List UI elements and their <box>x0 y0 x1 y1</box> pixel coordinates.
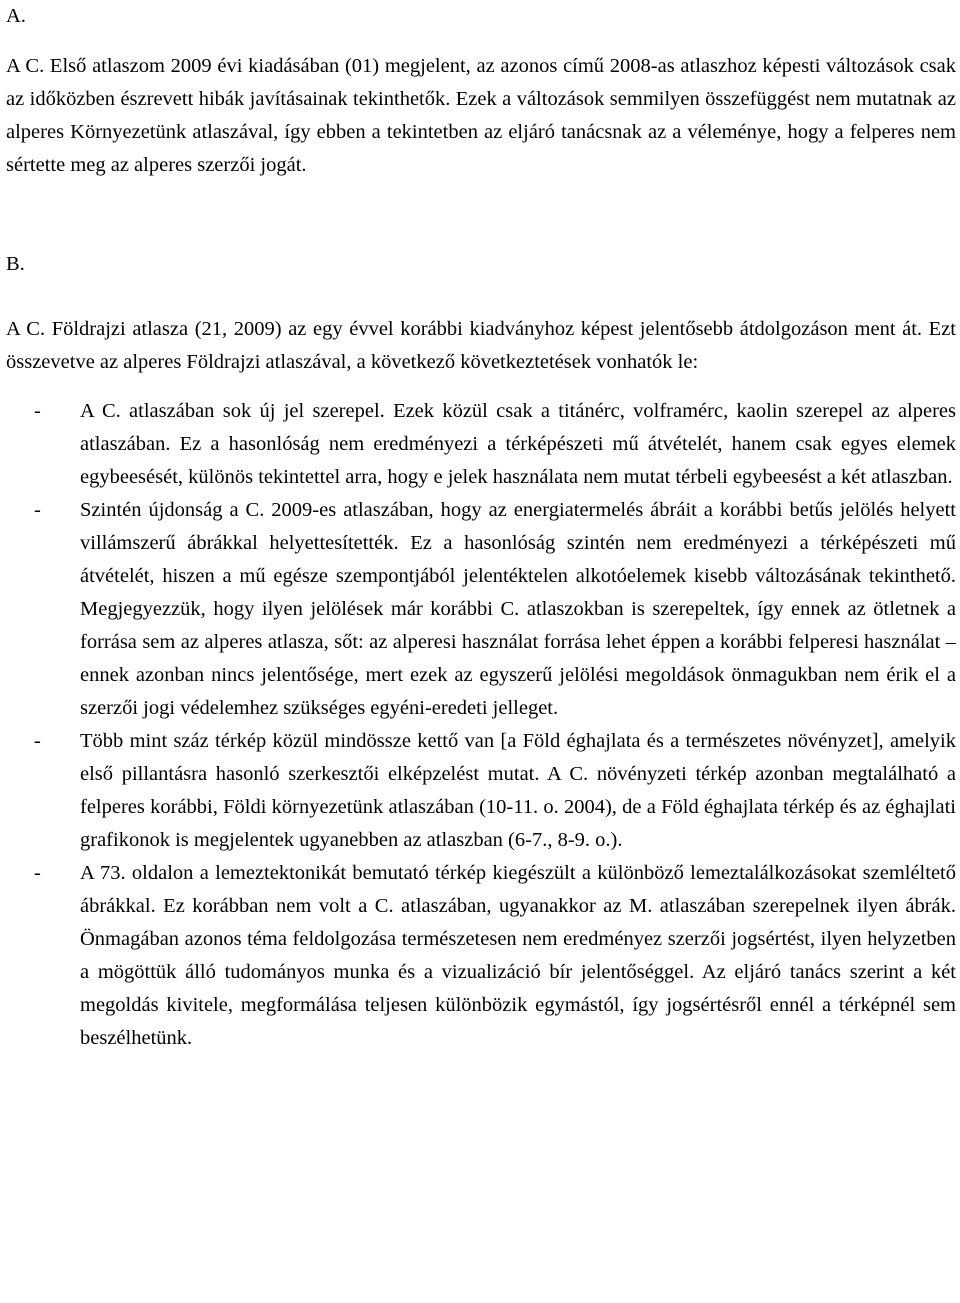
list-item-text: A C. atlaszában sok új jel szerepel. Ezek közül csak a titánérc, volframérc, kaolin szerepel az alperes atlaszában. Ez a hasonlóság nem eredményezi a térképészeti mű átvételét, hanem csak egyes elemek egybeesését, különös tekintettel arra, hogy e jelek használata nem mutat térbeli egybeesést a két atlaszban. <box>80 400 956 488</box>
list-item-text: Szintén újdonság a C. 2009-es atlaszában, hogy az energiatermelés ábráit a korábbi betűs jelölés helyett villámszerű ábrákkal helyettesítették. Ez a hasonlóság szintén nem eredményezi a térképészeti mű átvételét, hiszen a mű egésze szempontjából jelentéktelen alkotóelemek kisebb változásának tekinthető. Megjegyezzük, hogy ilyen jelölések már korábbi C. atlaszokban is szerepeltek, így ennek az ötletnek a forrása sem az alperes atlasza, sőt: az alperesi használat forrása lehet éppen a korábbi felperesi használat – ennek azonban nincs jelentősége, mert ezek az egyszerű jelölési megoldások önmagukban nem érik el a szerzői jogi védelemhez szükséges egyéni-eredeti jelleget. <box>80 499 956 719</box>
dash-marker: - <box>34 862 41 884</box>
section-a-paragraph: A C. Első atlaszom 2009 évi kiadásában (01) megjelent, az azonos című 2008-as atlaszhoz képesti változások csak az időközben észrevett hibák javításainak tekinthetők. Ezek a változások semmilyen összefüggést nem mutatnak az alperes Környezetünk atlaszával, így ebben a tekintetben az eljáró tanácsnak az a véleménye, hogy a felperes nem sértette meg az alperes szerzői jogát. <box>6 55 956 176</box>
section-b-paragraph: A C. Földrajzi atlasza (21, 2009) az egy évvel korábbi kiadványhoz képest jelentősebb átdolgozáson ment át. Ezt összevetve az alperes Földrajzi atlaszával, a következő következtetések vonhatók le: <box>6 318 956 373</box>
dash-marker: - <box>34 499 41 521</box>
spacer <box>6 33 956 50</box>
list-item <box>6 395 956 494</box>
list-item-text: Több mint száz térkép közül mindössze kettő van [a Föld éghajlata és a természetes növényzet], amelyik első pillantásra hasonló szerkesztői elképzelést mutat. A C. növényzeti térkép azonban megtalálható a felperes korábbi, Földi környezetünk atlaszában (10-11. o. 2004), de a Föld éghajlata térkép és az éghajlati grafikonok is megjelentek ugyanebben az atlaszban (6-7., 8-9. o.). <box>80 730 956 851</box>
list-item <box>6 857 956 1055</box>
dash-marker: - <box>34 400 41 422</box>
section-b-heading: B. <box>6 253 25 275</box>
list-item <box>6 494 956 725</box>
bullet-list <box>6 395 956 1055</box>
list-item-text: A 73. oldalon a lemeztektonikát bemutató térkép kiegészült a különböző lemeztalálkozásokat szemléltető ábrákkal. Ez korábban nem volt a C. atlaszában, ugyanakkor az M. atlaszában szerepelnek ilyen ábrák. Önmagában azonos téma feldolgozása természetesen nem eredményez szerzői jogsértést, ilyen helyzetben a mögöttük álló tudományos munka és a vizualizáció bír jelentőséggel. Az eljáró tanács szerint a két megoldás kivitele, megformálása teljesen különbözik egymástól, így jogsértésről ennél a térképnél sem beszélhetünk. <box>80 862 956 1049</box>
spacer <box>6 379 956 395</box>
spacer <box>6 182 956 248</box>
dash-marker: - <box>34 730 41 752</box>
list-item <box>6 725 956 857</box>
document-page <box>6 0 956 1055</box>
spacer <box>6 281 956 313</box>
section-a-heading: A. <box>6 5 26 27</box>
